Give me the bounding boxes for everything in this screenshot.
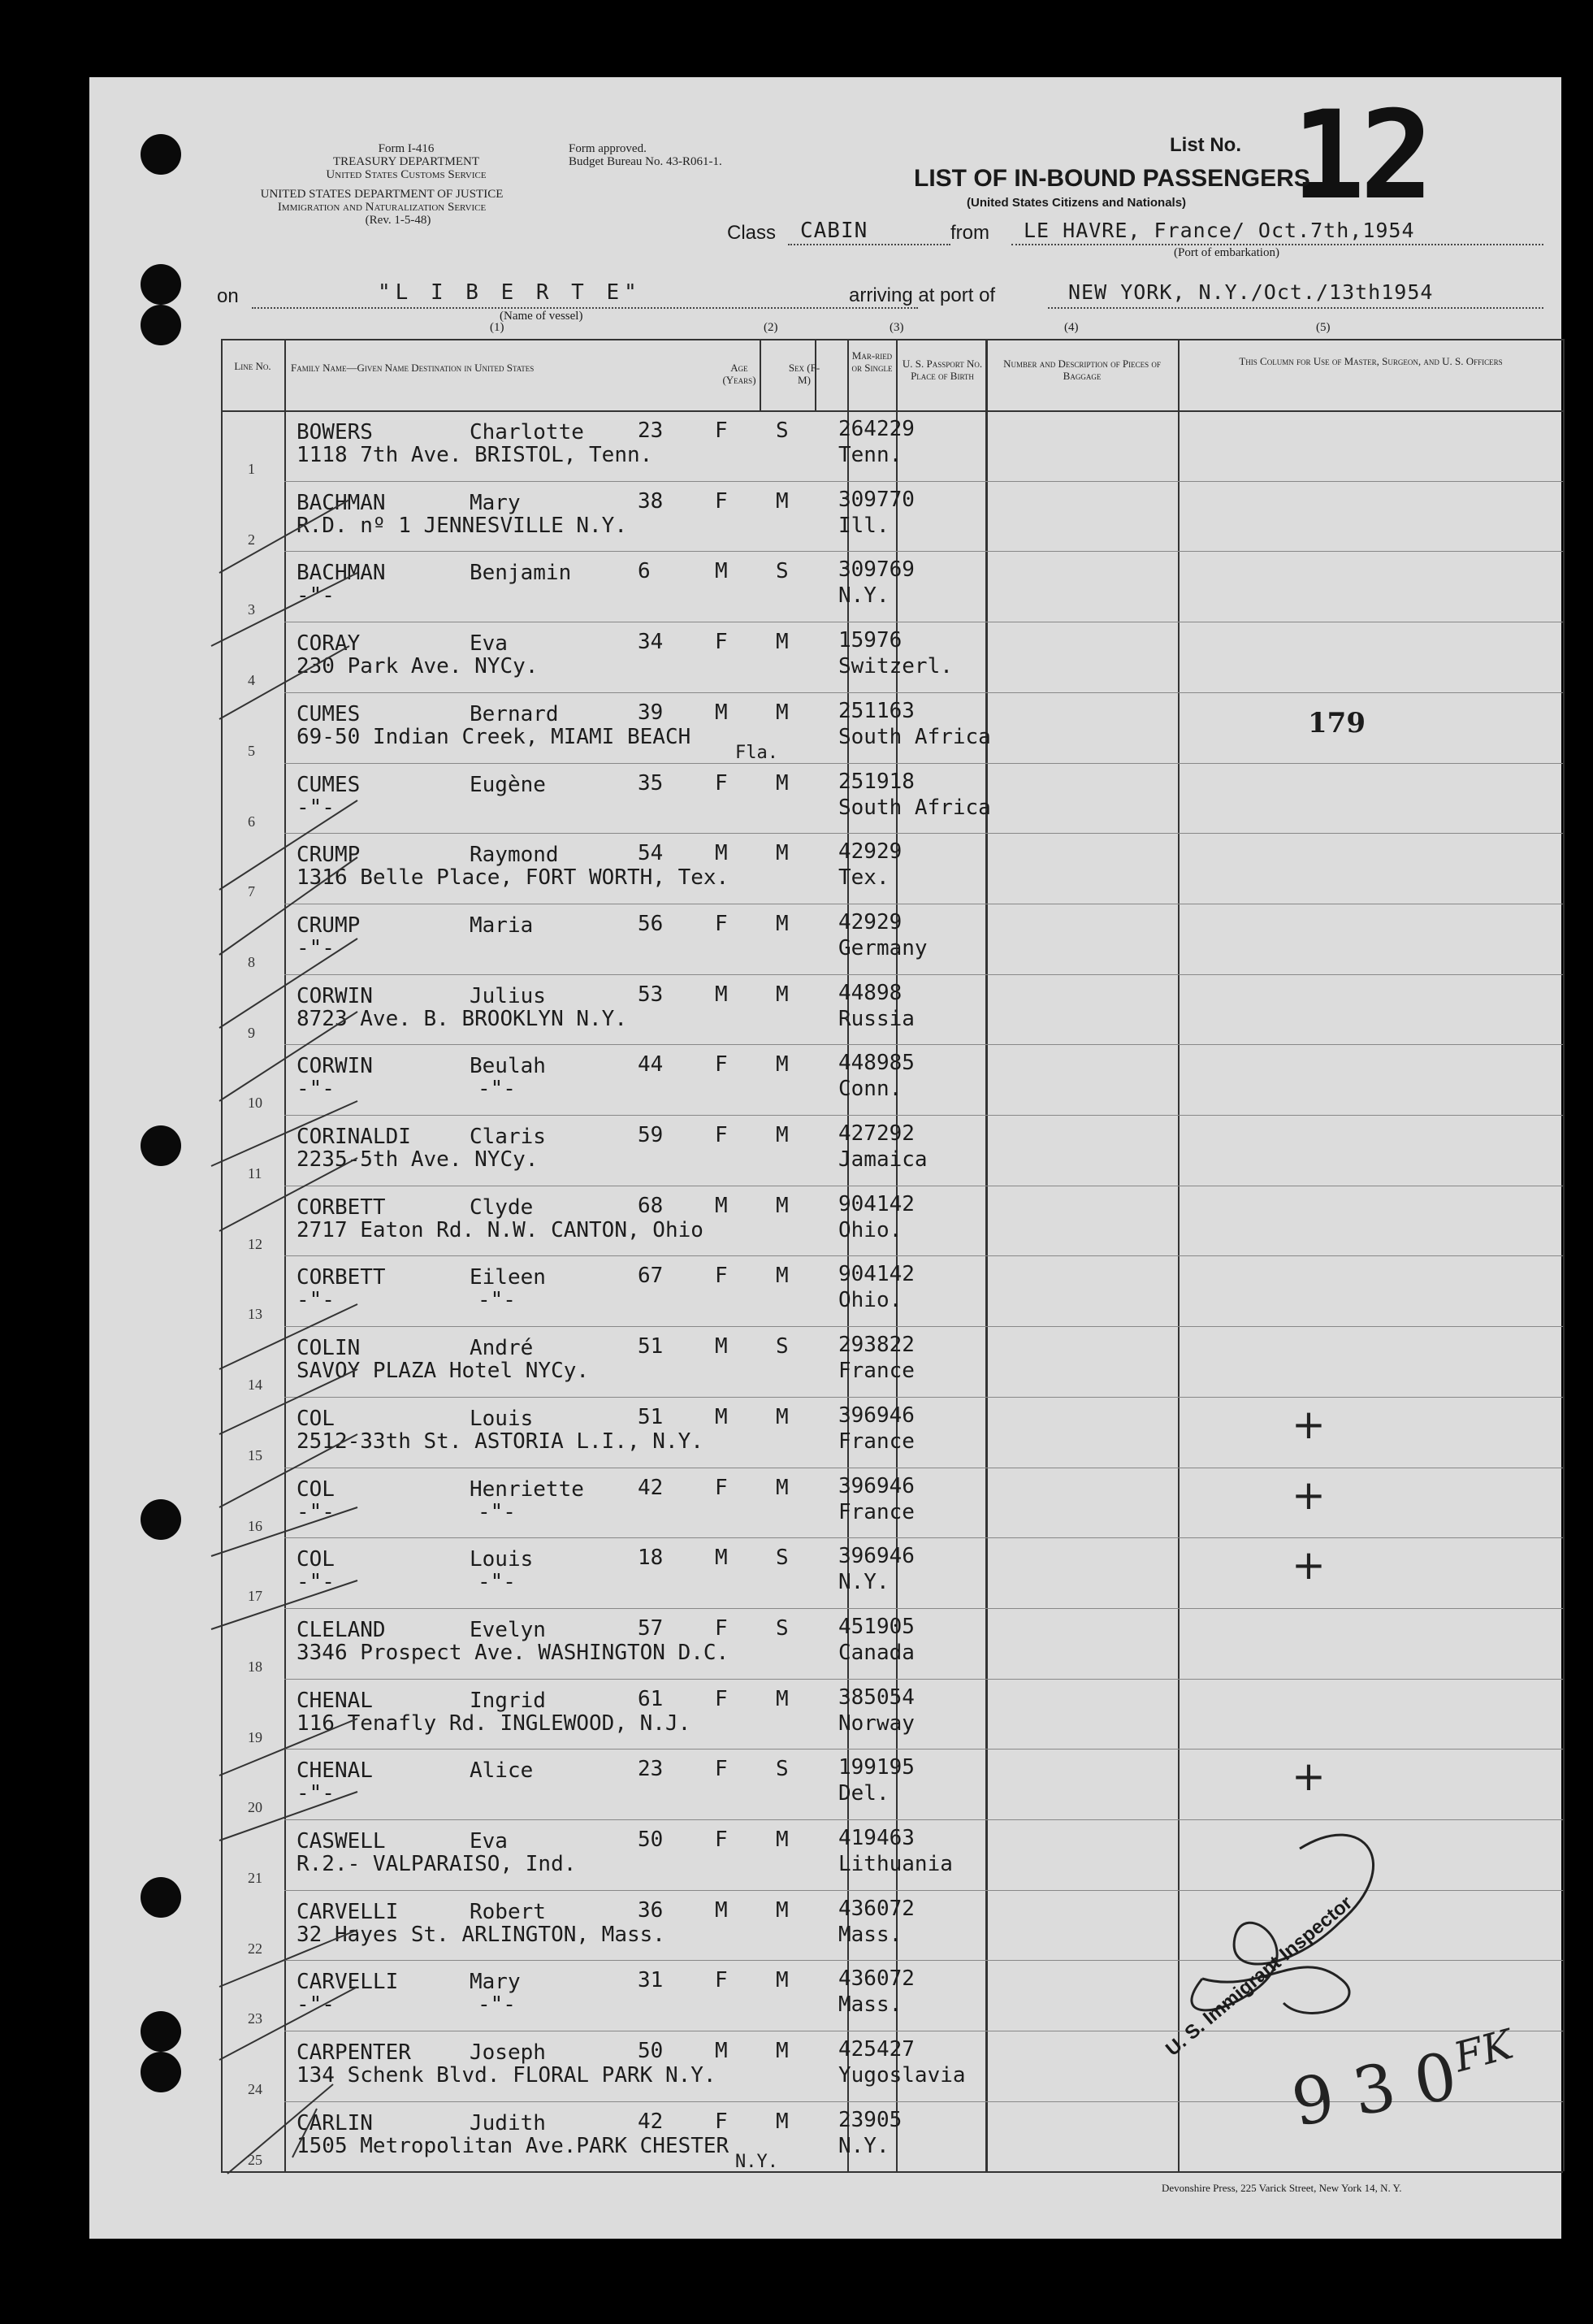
vessel-caption: (Name of vessel) [500, 310, 583, 323]
line-number: 21 [248, 1870, 262, 1886]
family-name: CLELAND [297, 1617, 386, 1642]
age: 67 [638, 1264, 664, 1289]
given-name: Louis [470, 1547, 534, 1572]
given-name: Julius [470, 983, 546, 1008]
sex: F [715, 488, 728, 514]
given-name: Joseph [470, 2040, 546, 2066]
given-name: Eva [470, 1829, 508, 1854]
given-name: Alice [470, 1758, 534, 1784]
line-number: 10 [248, 1095, 262, 1112]
line-number: 15 [248, 1446, 262, 1463]
passport-number: 396946 [838, 1403, 915, 1428]
age: 54 [638, 841, 664, 866]
age: 50 [638, 1828, 664, 1852]
col-header-passport: U. S. Passport No. Place of Birth [902, 358, 983, 382]
sex: F [715, 630, 728, 655]
list-number-label: List No. [1170, 134, 1241, 156]
age: 44 [638, 1052, 664, 1077]
family-name: CORBETT [297, 1265, 386, 1290]
address: 2235-5th Ave. NYCy. [297, 1147, 539, 1172]
age: 18 [638, 1546, 664, 1571]
family-name: BOWERS [297, 420, 373, 444]
col-number: (5) [1316, 321, 1331, 334]
col-number: (2) [764, 321, 778, 334]
passport-number: 436072 [838, 1966, 915, 1992]
given-name: Beulah [470, 1054, 546, 1079]
passport-number: 293822 [838, 1333, 915, 1358]
birthplace: Tex. [838, 865, 890, 891]
form-number: Form I-416 [378, 142, 435, 155]
birthplace: South Africa [838, 795, 991, 820]
sex: F [715, 1757, 728, 1782]
birthplace: France [838, 1429, 915, 1454]
birthplace: South Africa [838, 724, 991, 749]
given-ditto: -"- [478, 1570, 516, 1595]
col-header-sex: Sex (F-M) [788, 362, 820, 386]
address: -"- [297, 583, 335, 609]
birthplace: France [838, 1359, 915, 1384]
given-name: Charlotte [470, 420, 584, 444]
line-number: 18 [248, 1658, 262, 1675]
marital-status: M [776, 2109, 789, 2134]
marital-status: M [776, 1264, 789, 1289]
address: 3346 Prospect Ave. WASHINGTON D.C. [297, 1640, 729, 1665]
marital-status: M [776, 1123, 789, 1147]
given-name: Eileen [470, 1265, 546, 1290]
passport-number: 42929 [838, 909, 903, 934]
line-number: 3 [248, 601, 255, 618]
revision: (Rev. 1-5-48) [365, 214, 431, 227]
officer-annotation: + [1292, 1753, 1326, 1801]
line-number: 24 [248, 2081, 262, 2098]
marital-status: M [776, 488, 789, 514]
address: R.2.- VALPARAISO, Ind. [297, 1852, 577, 1876]
birthplace: Conn. [838, 1077, 903, 1102]
stamp-date: 9 3 0 [1286, 2038, 1463, 2141]
family-name: CARVELLI [297, 1970, 399, 1995]
passport-number: 419463 [838, 1826, 915, 1850]
stamp-initials: FK [1448, 2020, 1518, 2082]
given-name: Louis [470, 1406, 534, 1431]
passport-number: 42929 [838, 839, 903, 865]
birthplace: N.Y. [838, 583, 890, 609]
line-number: 13 [248, 1306, 262, 1323]
sex: F [715, 1615, 728, 1641]
sex: F [715, 911, 728, 936]
sex: M [715, 982, 728, 1007]
birthplace: Canada [838, 1640, 915, 1665]
age: 51 [638, 1404, 664, 1429]
passport-number: 396946 [838, 1544, 915, 1569]
given-name: Eugène [470, 772, 546, 797]
birthplace: N.Y. [838, 2133, 890, 2158]
sex: M [715, 1546, 728, 1571]
birthplace: Switzerl. [838, 654, 953, 679]
address: R.D. nº 1 JENNESVILLE N.Y. [297, 513, 627, 538]
sex: F [715, 2109, 728, 2134]
address: -"- [297, 795, 335, 820]
family-name: CRUMP [297, 913, 361, 938]
sex: F [715, 1968, 728, 1993]
line-number: 1 [248, 461, 255, 477]
passport-number: 436072 [838, 1896, 915, 1921]
age: 23 [638, 418, 664, 443]
address: 32 Hayes St. ARLINGTON, Mass. [297, 1922, 665, 1947]
sex: M [715, 1897, 728, 1923]
age: 68 [638, 1193, 664, 1218]
officer-annotation: + [1292, 1400, 1326, 1448]
passport-number: 251918 [838, 769, 915, 794]
marital-status: M [776, 982, 789, 1007]
marital-status: M [776, 1897, 789, 1923]
marital-status: M [776, 770, 789, 796]
line-number: 20 [248, 1799, 262, 1816]
age: 39 [638, 700, 664, 725]
given-name: Mary [470, 490, 521, 515]
birthplace: Germany [838, 935, 928, 960]
birthplace: Ill. [838, 513, 890, 538]
sex: F [715, 1828, 728, 1852]
address: 134 Schenk Blvd. FLORAL PARK N.Y. [297, 2063, 716, 2088]
marital-status: M [776, 1475, 789, 1500]
arriving-value: NEW YORK, N.Y./Oct./13th1954 [1068, 280, 1434, 304]
passport-number: 904142 [838, 1191, 915, 1216]
family-name: CHENAL [297, 1758, 373, 1784]
family-name: BACHMAN [297, 561, 386, 586]
age: 34 [638, 630, 664, 655]
sex: F [715, 1475, 728, 1500]
line-number: 7 [248, 883, 255, 900]
inspector-stamp: U. S. Immigrant Inspector [1162, 1892, 1357, 2061]
family-name: CUMES [297, 701, 361, 726]
marital-status: M [776, 911, 789, 936]
address: 2512-33th St. ASTORIA L.I., N.Y. [297, 1429, 703, 1454]
customs-service: United States Customs Service [326, 168, 487, 181]
line-number: 11 [248, 1165, 262, 1182]
address: 1316 Belle Place, FORT WORTH, Tex. [297, 865, 729, 891]
address: -"- [297, 1288, 335, 1313]
marital-status: M [776, 1968, 789, 1993]
passport-number: 385054 [838, 1684, 915, 1710]
age: 53 [638, 982, 664, 1007]
given-name: Benjamin [470, 561, 572, 586]
age: 61 [638, 1686, 664, 1711]
address-line-2: Fla. [735, 742, 778, 763]
given-ditto: -"- [478, 1288, 516, 1313]
from-label: from [950, 222, 989, 244]
marital-status: M [776, 1404, 789, 1429]
family-name: COL [297, 1406, 335, 1431]
col-number: (4) [1064, 321, 1079, 334]
address: 230 Park Ave. NYCy. [297, 654, 539, 679]
address: -"- [297, 1781, 335, 1806]
given-name: Maria [470, 913, 534, 938]
family-name: COL [297, 1476, 335, 1502]
marital-status: M [776, 2039, 789, 2064]
address: -"- [297, 1077, 335, 1102]
col-header-baggage: Number and Description of Pieces of Baggage [1003, 358, 1161, 382]
given-ditto: -"- [478, 1499, 516, 1524]
line-number: 9 [248, 1024, 255, 1041]
address: -"- [297, 935, 335, 960]
passport-number: 427292 [838, 1121, 915, 1146]
address: 1505 Metropolitan Ave.PARK CHESTER [297, 2133, 729, 2158]
birthplace: Mass. [838, 1992, 903, 2018]
officer-annotation: 179 [1308, 706, 1366, 739]
from-value: LE HAVRE, France/ Oct.7th,1954 [1024, 219, 1415, 242]
address: 116 Tenafly Rd. INGLEWOOD, N.J. [297, 1710, 691, 1736]
age: 6 [638, 559, 651, 584]
age: 50 [638, 2039, 664, 2064]
page-title: LIST OF IN-BOUND PASSENGERS [914, 165, 1310, 192]
treasury-dept: TREASURY DEPARTMENT [332, 155, 480, 168]
family-name: CORWIN [297, 1054, 373, 1079]
line-number: 12 [248, 1235, 262, 1252]
age: 36 [638, 1897, 664, 1923]
line-number: 17 [248, 1588, 262, 1605]
arriving-label: arriving at port of [849, 284, 996, 306]
manifest-sheet [89, 77, 1561, 2239]
sex: F [715, 1123, 728, 1147]
birthplace: Russia [838, 1006, 915, 1031]
birthplace: Del. [838, 1781, 890, 1806]
family-name: CORWIN [297, 983, 373, 1008]
given-name: Robert [470, 1899, 546, 1924]
given-ditto: -"- [478, 1992, 516, 2018]
marital-status: S [776, 559, 789, 584]
page-subtitle: (United States Citizens and Nationals) [967, 196, 1187, 210]
birthplace: Ohio. [838, 1217, 903, 1242]
marital-status: M [776, 1686, 789, 1711]
passport-number: 904142 [838, 1262, 915, 1287]
sex: M [715, 1404, 728, 1429]
birthplace: Tenn. [838, 443, 903, 467]
family-name: COL [297, 1547, 335, 1572]
line-number: 4 [248, 672, 255, 689]
marital-status: M [776, 1828, 789, 1852]
family-name: CORINALDI [297, 1125, 411, 1149]
age: 35 [638, 770, 664, 796]
age: 38 [638, 488, 664, 514]
birthplace: France [838, 1499, 915, 1524]
sex: M [715, 2039, 728, 2064]
col-header-line: Line No. [234, 360, 271, 372]
given-name: Henriette [470, 1476, 584, 1502]
line-number: 14 [248, 1377, 262, 1394]
passport-number: 264229 [838, 417, 915, 441]
address: 8723 Ave. B. BROOKLYN N.Y. [297, 1006, 627, 1031]
passport-number: 15976 [838, 628, 903, 653]
marital-status: M [776, 1052, 789, 1077]
given-name: André [470, 1336, 534, 1361]
age: 23 [638, 1757, 664, 1782]
passport-number: 396946 [838, 1473, 915, 1498]
sex: F [715, 1264, 728, 1289]
passport-number: 44898 [838, 980, 903, 1005]
col-number: (3) [890, 321, 904, 334]
marital-status: S [776, 1757, 789, 1782]
marital-status: S [776, 1334, 789, 1359]
family-name: CASWELL [297, 1829, 386, 1854]
line-number: 23 [248, 2010, 262, 2027]
passport-number: 448985 [838, 1051, 915, 1076]
given-name: Evelyn [470, 1617, 546, 1642]
sex: F [715, 1052, 728, 1077]
port-caption: (Port of embarkation) [1174, 246, 1279, 259]
marital-status: M [776, 1193, 789, 1218]
age: 42 [638, 1475, 664, 1500]
given-ditto: -"- [478, 1077, 516, 1102]
on-label: on [217, 285, 239, 307]
given-name: Ingrid [470, 1688, 546, 1713]
age: 57 [638, 1615, 664, 1641]
age: 42 [638, 2109, 664, 2134]
table-right-border [1563, 339, 1565, 2171]
address: -"- [297, 1570, 335, 1595]
line-number: 16 [248, 1517, 262, 1534]
family-name: BACHMAN [297, 490, 386, 515]
officer-annotation: + [1292, 1471, 1326, 1519]
officer-annotation: + [1292, 1541, 1326, 1589]
age: 51 [638, 1334, 664, 1359]
printer-credit: Devonshire Press, 225 Varick Street, New York 14, N. Y. [1162, 2182, 1402, 2194]
line-number: 2 [248, 531, 255, 548]
col-header-married: Mar-ried or Single [851, 349, 893, 374]
list-number: 12 [1292, 85, 1429, 227]
line-number: 22 [248, 1940, 262, 1957]
line-number: 6 [248, 813, 255, 830]
sex: M [715, 841, 728, 866]
family-name: CARVELLI [297, 1899, 399, 1924]
marital-status: S [776, 1546, 789, 1571]
class-value: CABIN [800, 219, 868, 243]
marital-status: S [776, 1615, 789, 1641]
age: 56 [638, 911, 664, 936]
marital-status: M [776, 630, 789, 655]
age: 31 [638, 1968, 664, 1993]
sex: M [715, 559, 728, 584]
passport-number: 309770 [838, 487, 915, 512]
line-number: 19 [248, 1728, 262, 1745]
marital-status: M [776, 700, 789, 725]
sex: M [715, 1193, 728, 1218]
passport-number: 251163 [838, 698, 915, 723]
address-line-2: N.Y. [735, 2151, 778, 2172]
given-name: Clyde [470, 1195, 534, 1220]
birthplace: Ohio. [838, 1288, 903, 1313]
col-header-officers: This Column for Use of Master, Surgeon, and U. S. Officers [1239, 355, 1503, 367]
budget-bureau: Budget Bureau No. 43-R061-1. [569, 155, 722, 168]
address: 2717 Eaton Rd. N.W. CANTON, Ohio [297, 1217, 703, 1242]
given-name: Eva [470, 631, 508, 657]
address: -"- [297, 1992, 335, 2018]
family-name: COLIN [297, 1336, 361, 1361]
marital-status: S [776, 418, 789, 443]
line-number: 25 [248, 2151, 262, 2168]
check-mark [211, 500, 357, 2174]
address: 1118 7th Ave. BRISTOL, Tenn. [297, 443, 653, 467]
age: 59 [638, 1123, 664, 1147]
address: -"- [297, 1499, 335, 1524]
passport-number: 199195 [838, 1755, 915, 1780]
birthplace: Mass. [838, 1922, 903, 1947]
birthplace: N.Y. [838, 1570, 890, 1595]
birthplace: Lithuania [838, 1852, 953, 1876]
col-header-name: Family Name—Given Name Destination in United States [291, 362, 535, 374]
birthplace: Norway [838, 1710, 915, 1736]
address: SAVOY PLAZA Hotel NYCy. [297, 1359, 590, 1384]
col-number: (1) [490, 321, 504, 334]
sex: F [715, 1686, 728, 1711]
class-label: Class [727, 222, 777, 244]
line-number: 5 [248, 742, 255, 759]
passport-number: 425427 [838, 2037, 915, 2062]
birthplace: Jamaica [838, 1147, 928, 1172]
sex: M [715, 700, 728, 725]
vessel-name: "L I B E R T E" [378, 280, 642, 305]
birthplace: Yugoslavia [838, 2063, 966, 2088]
family-name: CUMES [297, 772, 361, 797]
ins-service: Immigration and Naturalization Service [277, 201, 487, 214]
family-name: CORBETT [297, 1195, 386, 1220]
marital-status: M [776, 841, 789, 866]
given-name: Mary [470, 1970, 521, 1995]
passport-number: 23905 [838, 2107, 903, 2132]
sex: F [715, 418, 728, 443]
family-name: CORAY [297, 631, 361, 657]
form-approved: Form approved. [569, 142, 647, 155]
passport-number: 309769 [838, 557, 915, 583]
address: 69-50 Indian Creek, MIAMI BEACH [297, 724, 691, 749]
passport-number: 451905 [838, 1614, 915, 1639]
sex: M [715, 1334, 728, 1359]
given-name: Raymond [470, 843, 559, 868]
family-name: CRUMP [297, 843, 361, 868]
family-name: CHENAL [297, 1688, 373, 1713]
given-name: Claris [470, 1125, 546, 1149]
family-name: CARLIN [297, 2110, 373, 2135]
col-header-age: Age (Years) [722, 362, 756, 386]
line-number: 8 [248, 953, 255, 970]
given-name: Judith [470, 2110, 546, 2135]
justice-dept: UNITED STATES DEPARTMENT OF JUSTICE [260, 188, 504, 201]
given-name: Bernard [470, 701, 559, 726]
sex: F [715, 770, 728, 796]
family-name: CARPENTER [297, 2040, 411, 2066]
